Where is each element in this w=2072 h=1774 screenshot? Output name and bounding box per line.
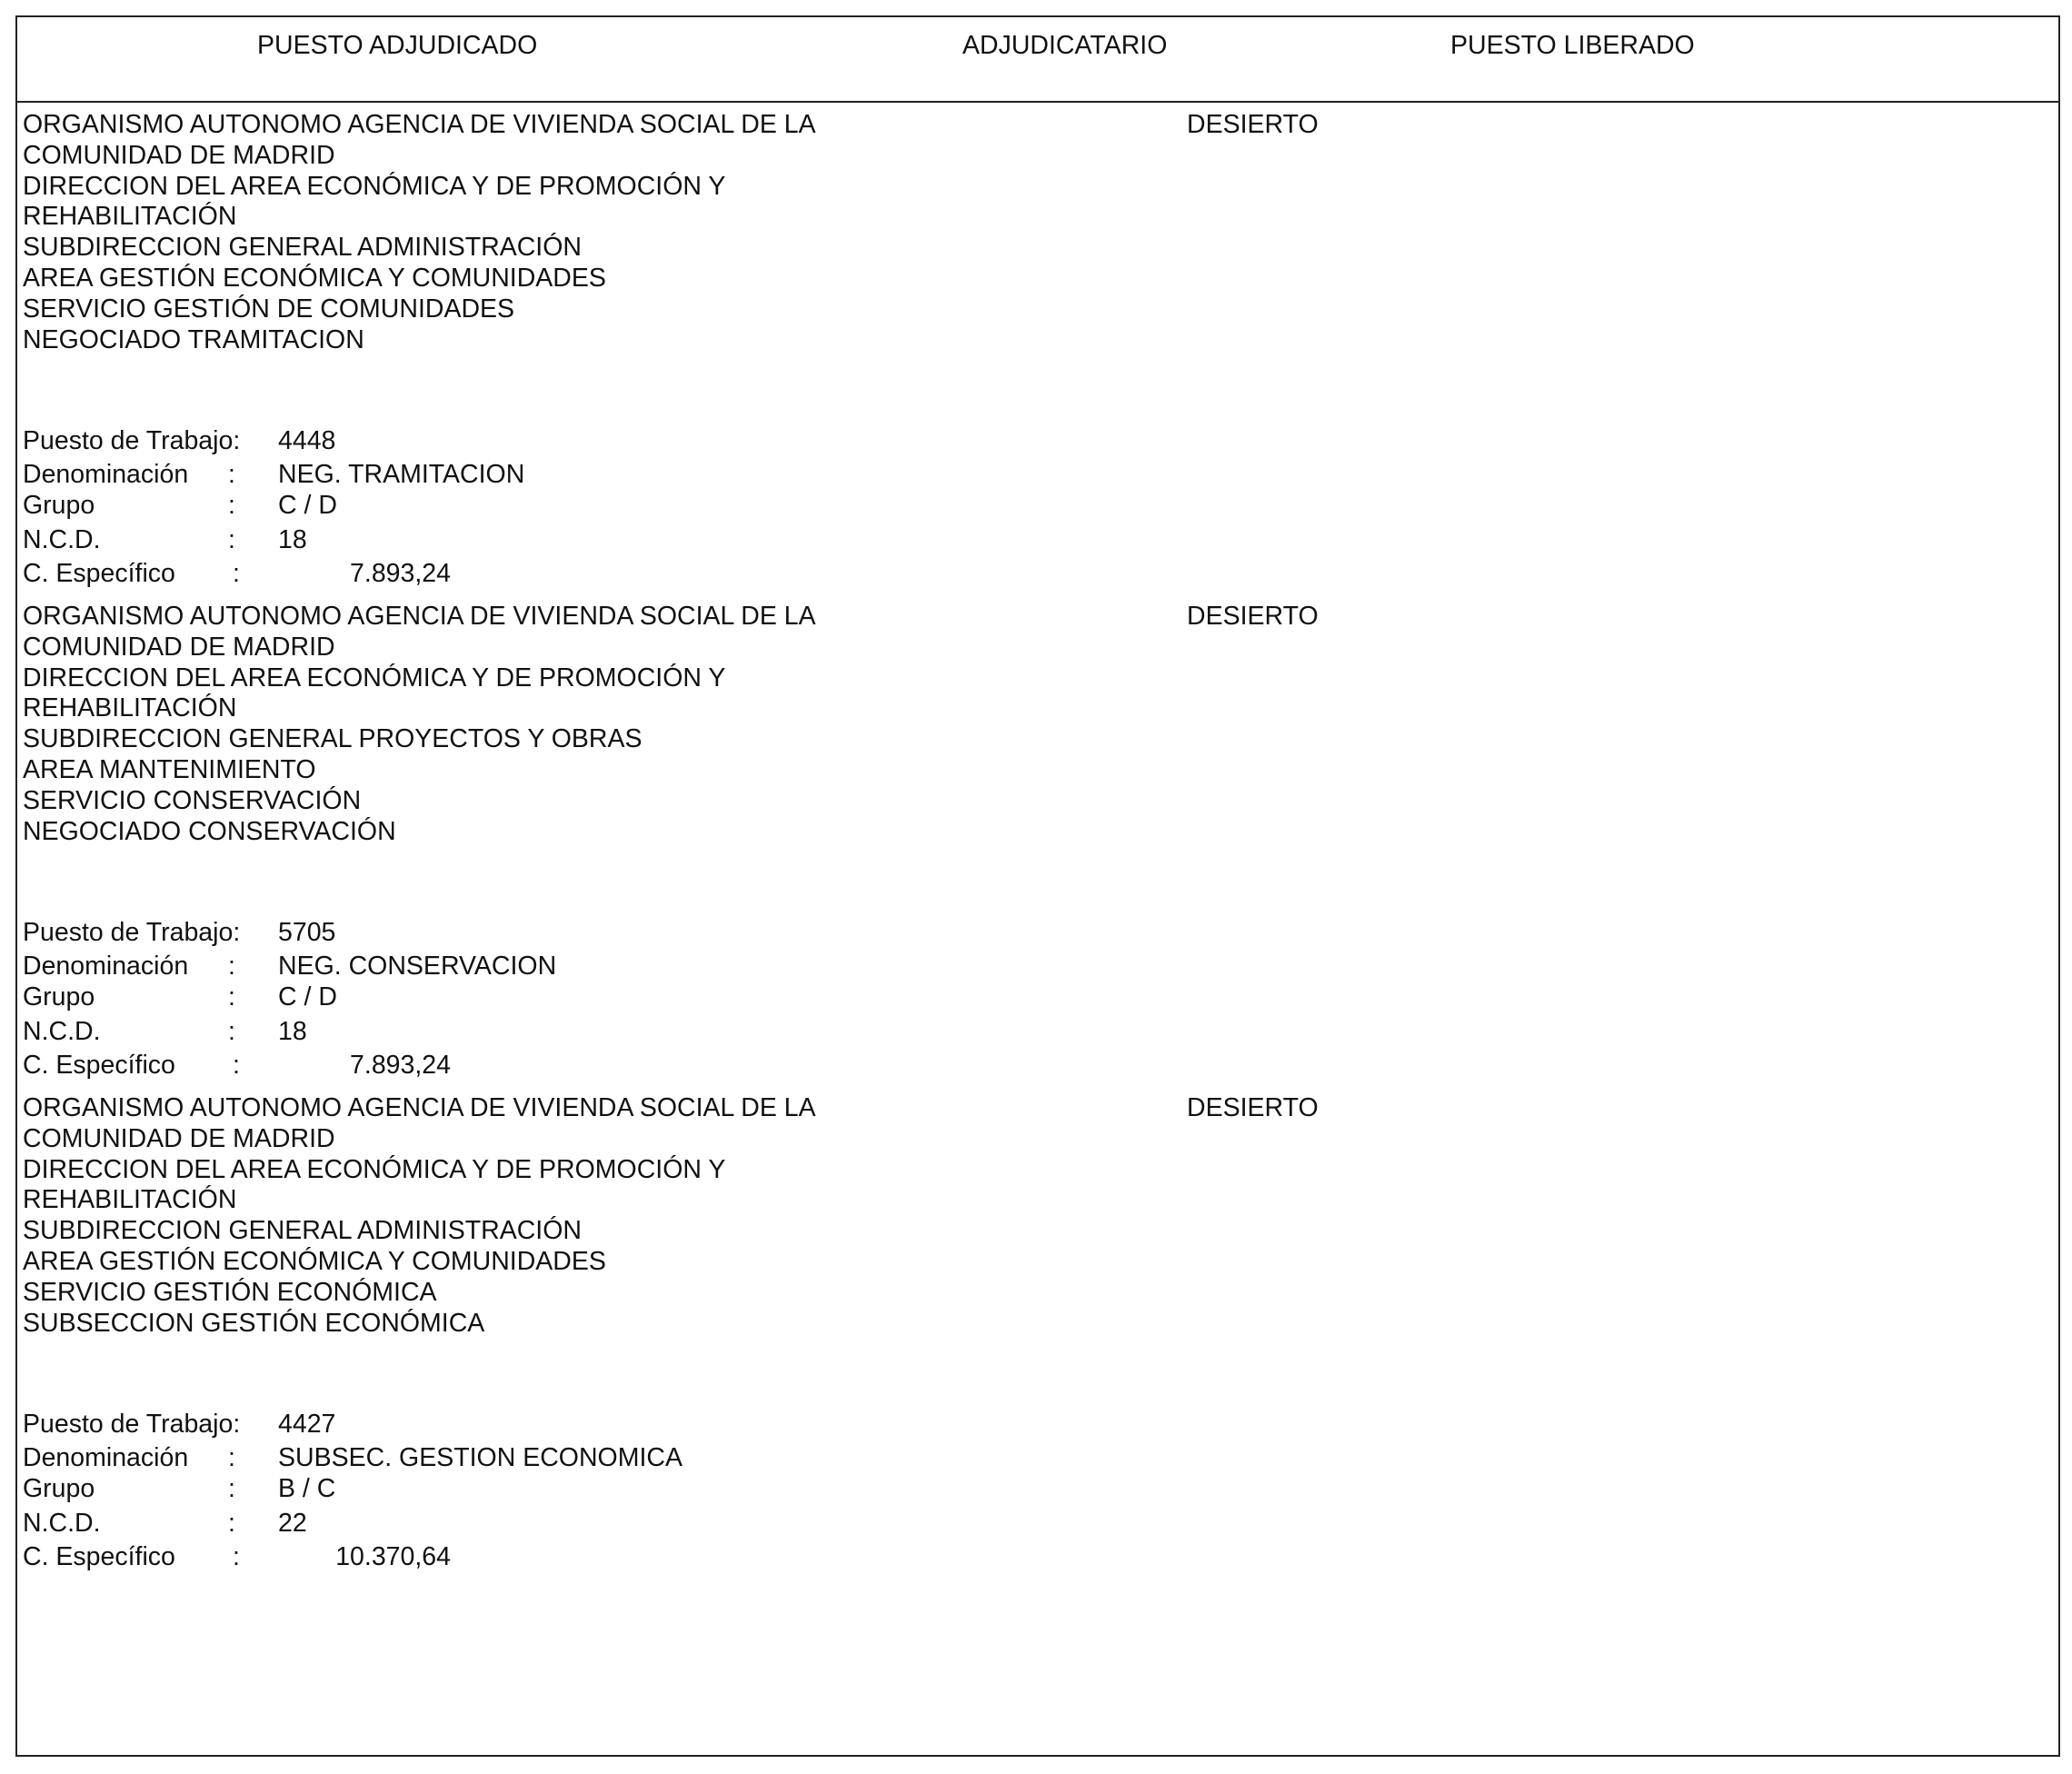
table-row [23, 1093, 2049, 1580]
detail-ncd [23, 1015, 750, 1049]
org-line: DIRECCION DEL AREA ECONÓMICA Y DE PROMOCIÓN Y [23, 171, 726, 201]
detail-colon: : [228, 982, 235, 1012]
org-line: AREA MANTENIMIENTO [23, 754, 316, 784]
detail-puesto-de-trabajo [23, 424, 750, 458]
detail-label: Puesto de Trabajo: [23, 1410, 241, 1439]
detail-value: 7.893,24 [350, 1051, 451, 1080]
detail-value: 18 [278, 525, 307, 554]
table-row [23, 602, 2049, 1089]
detail-colon: : [228, 1509, 235, 1538]
detail-value: C / D [278, 491, 337, 520]
detail-value: 7.893,24 [350, 559, 451, 588]
detail-label: C. Específico [23, 1051, 175, 1080]
detail-colon: : [228, 525, 235, 554]
position-details [23, 1408, 750, 1580]
detail-label: Denominación [23, 1443, 189, 1472]
detail-label: N.C.D. [23, 1509, 101, 1538]
org-line: DIRECCION DEL AREA ECONÓMICA Y DE PROMOCIÓN Y [23, 663, 726, 693]
org-line: NEGOCIADO TRAMITACION [23, 324, 364, 354]
detail-label: N.C.D. [23, 525, 101, 554]
document-table [15, 15, 2060, 1757]
detail-value: B / C [278, 1474, 336, 1503]
org-line: SUBDIRECCION GENERAL PROYECTOS Y OBRAS [23, 724, 643, 754]
org-line: COMUNIDAD DE MADRID [23, 140, 335, 170]
detail-colon: : [233, 559, 240, 588]
adjudicatario-value: DESIERTO [1187, 602, 1319, 631]
org-line: SERVICIO GESTIÓN ECONÓMICA [23, 1277, 437, 1307]
header-puesto-adjudicado: PUESTO ADJUDICADO [257, 31, 538, 60]
detail-value: 22 [278, 1509, 307, 1538]
detail-value: 5705 [278, 918, 336, 947]
detail-c-especifico [23, 1540, 750, 1574]
org-unit-lines [23, 602, 816, 847]
detail-ncd [23, 1507, 750, 1540]
org-line: REHABILITACIÓN [23, 202, 237, 232]
org-line: COMUNIDAD DE MADRID [23, 632, 335, 662]
detail-colon: : [228, 1443, 235, 1472]
position-details [23, 424, 750, 597]
org-line: ORGANISMO AUTONOMO AGENCIA DE VIVIENDA SOCIAL DE LA [23, 602, 816, 631]
org-line: SUBDIRECCION GENERAL ADMINISTRACIÓN [23, 1216, 582, 1246]
org-line: REHABILITACIÓN [23, 1185, 237, 1215]
header-adjudicatario: ADJUDICATARIO [962, 31, 1168, 60]
detail-grupo [23, 981, 750, 1014]
table-row [23, 110, 2049, 597]
org-line: REHABILITACIÓN [23, 693, 237, 723]
detail-grupo [23, 1472, 750, 1506]
org-line: ORGANISMO AUTONOMO AGENCIA DE VIVIENDA SOCIAL DE LA [23, 110, 816, 139]
detail-value: NEG. CONSERVACION [278, 952, 557, 981]
org-line: DIRECCION DEL AREA ECONÓMICA Y DE PROMOCIÓN Y [23, 1154, 726, 1184]
org-line: COMUNIDAD DE MADRID [23, 1123, 335, 1153]
detail-colon: : [233, 1542, 240, 1571]
header-puesto-liberado: PUESTO LIBERADO [1450, 31, 1695, 60]
org-line: AREA GESTIÓN ECONÓMICA Y COMUNIDADES [23, 263, 606, 293]
detail-label: Denominación [23, 460, 189, 489]
detail-colon: : [228, 1017, 235, 1046]
org-line: NEGOCIADO CONSERVACIÓN [23, 816, 396, 846]
detail-value: NEG. TRAMITACION [278, 460, 525, 489]
org-line: AREA GESTIÓN ECONÓMICA Y COMUNIDADES [23, 1246, 606, 1276]
org-unit-lines [23, 110, 816, 355]
org-line: ORGANISMO AUTONOMO AGENCIA DE VIVIENDA SOCIAL DE LA [23, 1093, 816, 1122]
detail-colon: : [228, 460, 235, 489]
detail-colon: : [228, 952, 235, 981]
detail-value: 4448 [278, 426, 336, 455]
detail-colon: : [233, 1051, 240, 1080]
detail-label: Puesto de Trabajo: [23, 426, 241, 455]
detail-label: Grupo [23, 1474, 95, 1503]
detail-colon: : [228, 491, 235, 520]
detail-ncd [23, 523, 750, 557]
detail-denominacion [23, 1441, 750, 1475]
adjudicatario-value: DESIERTO [1187, 1093, 1319, 1122]
detail-denominacion [23, 950, 750, 983]
detail-puesto-de-trabajo [23, 1408, 750, 1441]
detail-label: C. Específico [23, 1542, 175, 1571]
org-line: SUBDIRECCION GENERAL ADMINISTRACIÓN [23, 233, 582, 263]
detail-c-especifico [23, 557, 750, 591]
detail-label: C. Específico [23, 559, 175, 588]
detail-puesto-de-trabajo [23, 916, 750, 950]
detail-value: 18 [278, 1017, 307, 1046]
detail-colon: : [228, 1474, 235, 1503]
org-line: SERVICIO CONSERVACIÓN [23, 785, 362, 815]
detail-value: SUBSEC. GESTION ECONOMICA [278, 1443, 682, 1472]
detail-label: N.C.D. [23, 1017, 101, 1046]
adjudicatario-value: DESIERTO [1187, 110, 1319, 139]
detail-value: C / D [278, 982, 337, 1012]
detail-label: Grupo [23, 982, 95, 1012]
detail-value: 4427 [278, 1410, 336, 1439]
detail-label: Grupo [23, 491, 95, 520]
table-header [17, 17, 2058, 103]
org-line: SUBSECCION GESTIÓN ECONÓMICA [23, 1308, 485, 1338]
detail-grupo [23, 489, 750, 523]
detail-label: Puesto de Trabajo: [23, 918, 241, 947]
org-line: SERVICIO GESTIÓN DE COMUNIDADES [23, 294, 515, 324]
detail-value: 10.370,64 [335, 1542, 451, 1571]
detail-denominacion [23, 458, 750, 492]
position-details [23, 916, 750, 1089]
detail-c-especifico [23, 1049, 750, 1082]
org-unit-lines [23, 1093, 816, 1339]
detail-label: Denominación [23, 952, 189, 981]
